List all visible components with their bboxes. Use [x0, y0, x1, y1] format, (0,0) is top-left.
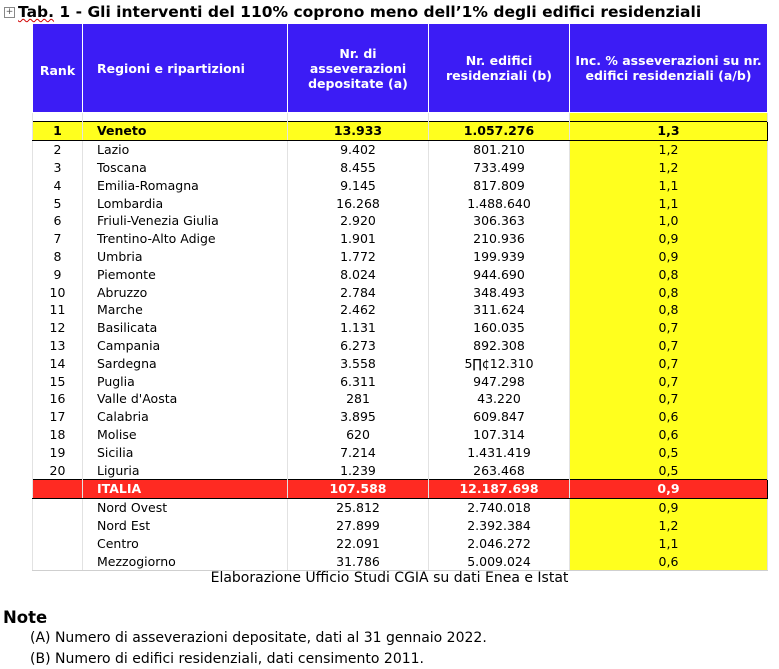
cell-rank: 17	[33, 408, 83, 426]
cell-incidenza: 1,1	[570, 176, 768, 194]
data-table	[32, 23, 768, 571]
cell-region: Emilia-Romagna	[83, 176, 288, 194]
cell-asseverazioni: 31.786	[288, 552, 429, 570]
table-row-highlight	[33, 122, 768, 141]
cell-incidenza: 0,9	[570, 479, 768, 498]
cell-asseverazioni: 2.784	[288, 283, 429, 301]
cell-asseverazioni: 7.214	[288, 443, 429, 461]
cell-rank: 12	[33, 319, 83, 337]
table-row	[33, 140, 768, 158]
cell-region: Liguria	[83, 461, 288, 479]
cell-rank: 2	[33, 140, 83, 158]
cell-edifici: 801.210	[429, 140, 570, 158]
cell-incidenza: 0,5	[570, 461, 768, 479]
cell-edifici: 199.939	[429, 248, 570, 266]
cell-asseverazioni: 3.558	[288, 354, 429, 372]
table-row	[33, 461, 768, 479]
cell-incidenza: 1,3	[570, 122, 768, 141]
cell-asseverazioni: 22.091	[288, 534, 429, 552]
table-row	[33, 212, 768, 230]
cell-region: Trentino-Alto Adige	[83, 230, 288, 248]
cell-rank: 20	[33, 461, 83, 479]
cell-region: Molise	[83, 426, 288, 444]
cell-rank: 1	[33, 122, 83, 141]
note-a: (A) Numero di asseverazioni depositate, dati al 31 gennaio 2022.	[30, 630, 487, 646]
cell-edifici: 12.187.698	[429, 479, 570, 498]
table-row	[33, 265, 768, 283]
cell-rank: 18	[33, 426, 83, 444]
table-title	[18, 1, 778, 23]
cell-edifici: 2.740.018	[429, 498, 570, 516]
spacer-cell	[429, 113, 570, 122]
cell-rank: 19	[33, 443, 83, 461]
table-row	[33, 354, 768, 372]
cell-rank	[33, 517, 83, 535]
table-row	[33, 248, 768, 266]
cell-region: Piemonte	[83, 265, 288, 283]
cell-edifici: 107.314	[429, 426, 570, 444]
spacer-cell	[288, 113, 429, 122]
cell-edifici: 947.298	[429, 372, 570, 390]
cell-incidenza: 0,9	[570, 498, 768, 516]
cell-region: Calabria	[83, 408, 288, 426]
cell-incidenza: 1,2	[570, 140, 768, 158]
cell-incidenza: 0,8	[570, 265, 768, 283]
cell-rank: 7	[33, 230, 83, 248]
header-region: Regioni e ripartizioni	[83, 24, 288, 113]
cell-region: Valle d'Aosta	[83, 390, 288, 408]
cell-edifici: 2.392.384	[429, 517, 570, 535]
cell-edifici: 1.488.640	[429, 194, 570, 212]
cell-rank: 6	[33, 212, 83, 230]
cell-asseverazioni: 2.920	[288, 212, 429, 230]
cell-rank: 9	[33, 265, 83, 283]
cell-incidenza: 1,1	[570, 534, 768, 552]
cell-asseverazioni: 107.588	[288, 479, 429, 498]
cell-rank: 11	[33, 301, 83, 319]
cell-edifici: 892.308	[429, 337, 570, 355]
spacer-cell	[570, 113, 768, 122]
cell-region: ITALIA	[83, 479, 288, 498]
title-tab-word: Tab.	[18, 3, 55, 21]
table-row	[33, 426, 768, 444]
cell-region: Friuli-Venezia Giulia	[83, 212, 288, 230]
cell-region: Lazio	[83, 140, 288, 158]
cell-edifici: 944.690	[429, 265, 570, 283]
cell-region: Campania	[83, 337, 288, 355]
table-row-area	[33, 498, 768, 516]
cell-asseverazioni: 1.239	[288, 461, 429, 479]
table-row	[33, 176, 768, 194]
table-row	[33, 194, 768, 212]
cell-asseverazioni: 16.268	[288, 194, 429, 212]
cell-region: Lombardia	[83, 194, 288, 212]
table-row	[33, 159, 768, 177]
cell-asseverazioni: 3.895	[288, 408, 429, 426]
cell-rank	[33, 534, 83, 552]
table-row	[33, 408, 768, 426]
cell-rank: 4	[33, 176, 83, 194]
cell-asseverazioni: 1.901	[288, 230, 429, 248]
cell-edifici: 348.493	[429, 283, 570, 301]
cell-edifici: 210.936	[429, 230, 570, 248]
cell-asseverazioni: 8.455	[288, 159, 429, 177]
cell-incidenza: 1,2	[570, 517, 768, 535]
cell-incidenza: 0,5	[570, 443, 768, 461]
cell-edifici: 263.468	[429, 461, 570, 479]
cell-region: Marche	[83, 301, 288, 319]
cell-incidenza: 0,7	[570, 372, 768, 390]
cell-edifici: 1.431.419	[429, 443, 570, 461]
cell-asseverazioni: 620	[288, 426, 429, 444]
cell-edifici: 5.009.024	[429, 552, 570, 570]
cell-region: Sicilia	[83, 443, 288, 461]
cell-region: Sardegna	[83, 354, 288, 372]
cell-region: Abruzzo	[83, 283, 288, 301]
table-row-area	[33, 517, 768, 535]
cell-rank: 14	[33, 354, 83, 372]
spacer-cell	[33, 113, 83, 122]
cell-rank: 10	[33, 283, 83, 301]
cell-incidenza: 0,9	[570, 248, 768, 266]
cell-incidenza: 0,7	[570, 390, 768, 408]
table-row	[33, 372, 768, 390]
cell-incidenza: 0,6	[570, 552, 768, 570]
cell-region: Nord Est	[83, 517, 288, 535]
cell-edifici: 817.809	[429, 176, 570, 194]
cell-incidenza: 1,2	[570, 159, 768, 177]
cell-asseverazioni: 8.024	[288, 265, 429, 283]
cell-incidenza: 0,6	[570, 426, 768, 444]
cell-rank	[33, 498, 83, 516]
table-row-total	[33, 479, 768, 498]
title-text: 1 - Gli interventi del 110% coprono meno dell’1% degli edifici residenziali	[54, 3, 702, 21]
cell-asseverazioni: 25.812	[288, 498, 429, 516]
cell-asseverazioni: 6.273	[288, 337, 429, 355]
spacer-row	[33, 113, 768, 122]
cell-rank: 5	[33, 194, 83, 212]
cell-region: Basilicata	[83, 319, 288, 337]
cell-incidenza: 0,9	[570, 230, 768, 248]
cell-edifici: 43.220	[429, 390, 570, 408]
table-move-handle[interactable]: +	[5, 7, 14, 17]
table-row	[33, 337, 768, 355]
cell-asseverazioni: 9.145	[288, 176, 429, 194]
cell-region: Centro	[83, 534, 288, 552]
cell-rank: 8	[33, 248, 83, 266]
cell-asseverazioni: 13.933	[288, 122, 429, 141]
table-row	[33, 230, 768, 248]
cell-region: Puglia	[83, 372, 288, 390]
cell-incidenza: 1,0	[570, 212, 768, 230]
cell-region: Mezzogiorno	[83, 552, 288, 570]
source-line: Elaborazione Ufficio Studi CGIA su dati Enea e Istat	[210, 570, 569, 586]
note-b: (B) Numero di edifici residenziali, dati censimento 2011.	[30, 651, 424, 667]
cell-incidenza: 0,6	[570, 408, 768, 426]
cell-edifici: 733.499	[429, 159, 570, 177]
cell-incidenza: 1,1	[570, 194, 768, 212]
cell-edifici: 306.363	[429, 212, 570, 230]
table-row	[33, 390, 768, 408]
table-row	[33, 443, 768, 461]
header-row	[33, 24, 768, 113]
cell-asseverazioni: 6.311	[288, 372, 429, 390]
cell-asseverazioni: 281	[288, 390, 429, 408]
cell-rank: 15	[33, 372, 83, 390]
cell-edifici: 609.847	[429, 408, 570, 426]
cell-edifici: 2.046.272	[429, 534, 570, 552]
cell-rank: 13	[33, 337, 83, 355]
cell-asseverazioni: 2.462	[288, 301, 429, 319]
notes-heading: Note	[3, 608, 48, 627]
cell-rank: 3	[33, 159, 83, 177]
cell-asseverazioni: 1.772	[288, 248, 429, 266]
cell-asseverazioni: 27.899	[288, 517, 429, 535]
table-row	[33, 301, 768, 319]
table-row	[33, 319, 768, 337]
cell-incidenza: 0,7	[570, 319, 768, 337]
cell-incidenza: 0,8	[570, 283, 768, 301]
cell-asseverazioni: 9.402	[288, 140, 429, 158]
cell-edifici: 1.057.276	[429, 122, 570, 141]
spacer-cell	[83, 113, 288, 122]
header-rank: Rank	[33, 24, 83, 113]
cell-region: Toscana	[83, 159, 288, 177]
cell-edifici: 160.035	[429, 319, 570, 337]
cell-incidenza: 0,7	[570, 337, 768, 355]
table-row	[33, 283, 768, 301]
cell-incidenza: 0,7	[570, 354, 768, 372]
cell-rank	[33, 479, 83, 498]
cell-region: Nord Ovest	[83, 498, 288, 516]
cell-incidenza: 0,8	[570, 301, 768, 319]
header-asseverazioni: Nr. di asseverazioni depositate (a)	[288, 24, 429, 113]
cell-edifici: 311.624	[429, 301, 570, 319]
table-row-area	[33, 534, 768, 552]
cell-region: Veneto	[83, 122, 288, 141]
header-edifici: Nr. edifici residenziali (b)	[429, 24, 570, 113]
cell-edifici: 5∏¢12.310	[429, 354, 570, 372]
cell-rank: 16	[33, 390, 83, 408]
cell-region: Umbria	[83, 248, 288, 266]
cell-asseverazioni: 1.131	[288, 319, 429, 337]
header-incidenza: Inc. % asseverazioni su nr. edifici residenziali (a/b)	[570, 24, 768, 113]
